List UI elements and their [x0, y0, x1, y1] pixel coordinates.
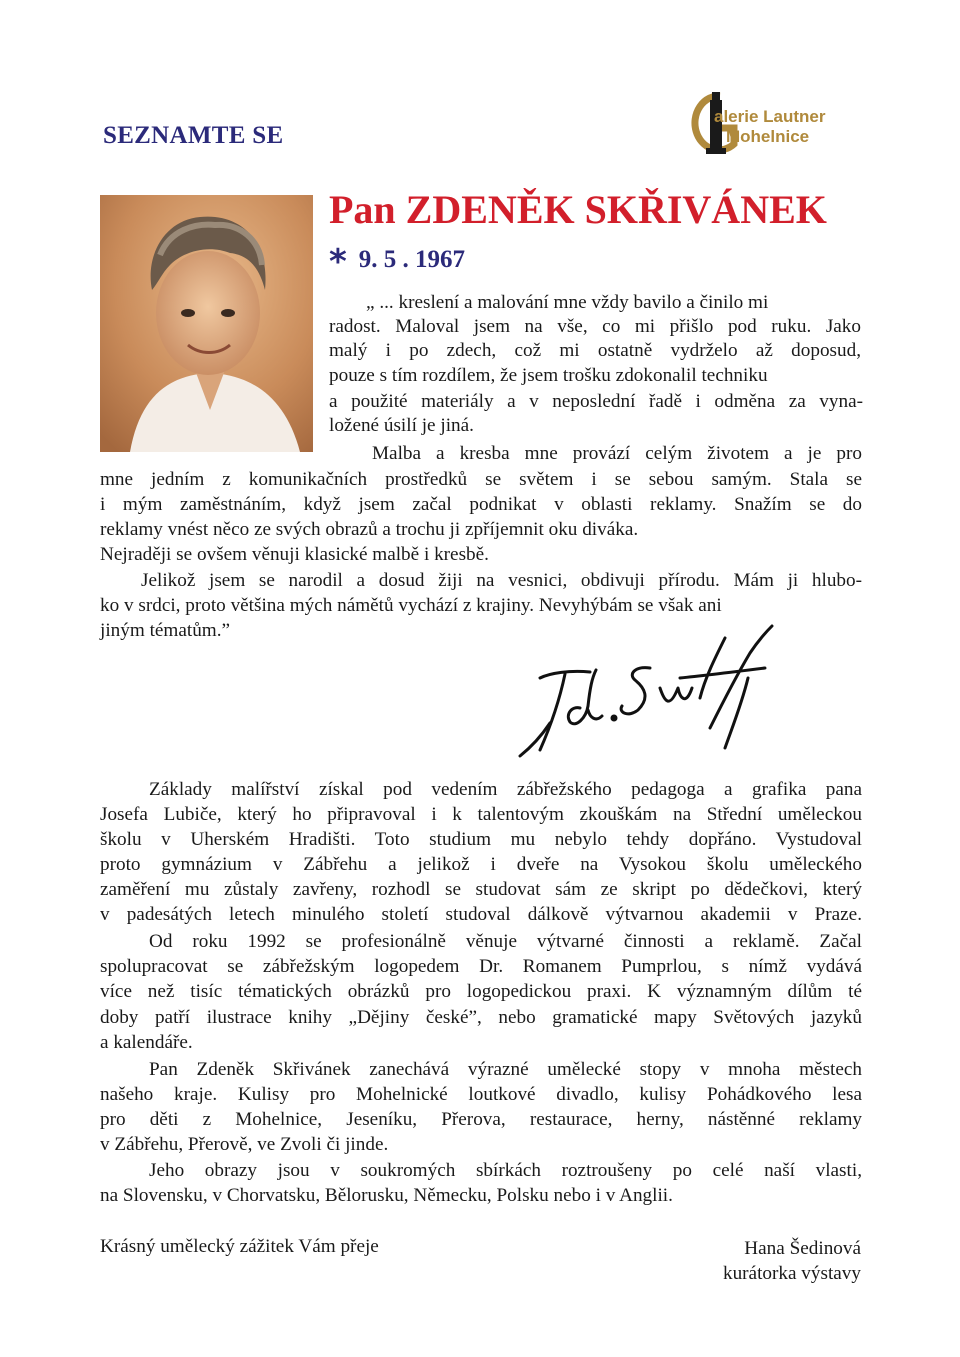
- bio-line: Josefa Lubiče, který ho připravoval i k talentovým zkouškám na Střední uměleckou: [100, 804, 862, 825]
- bio-line: více než tisíc tématických obrázků pro logopedickou praxi. K významným dílům té: [100, 981, 862, 1002]
- quote-line: pouze s tím rozdílem, že jsem trošku zdokonalil techniku: [329, 365, 768, 386]
- quote-line: i mým zaměstnáním, když jsem začal podnikat v oblasti reklamy. Snažím se do: [100, 494, 862, 515]
- quote-line: ložené úsilí je jiná.: [329, 415, 474, 436]
- quote-line: Jelikož jsem se narodil a dosud žiji na vesnici, obdivuji přírodu. Mám ji hlubo-: [141, 570, 862, 591]
- bio-line: a kalendáře.: [100, 1032, 193, 1053]
- artist-photo: [100, 195, 313, 452]
- quote-line: Nejraději se ovšem věnuji klasické malbě i kresbě.: [100, 544, 489, 565]
- bio-line: Pan Zdeněk Skřivánek zanechává výrazné umělecké stopy v mnoha městech: [149, 1059, 862, 1080]
- curator-role: kurátorka výstavy: [722, 1263, 861, 1284]
- bio-line: pro děti z Mohelnice, Jeseníku, Přerova, restaurace, herny, nástěnné reklamy: [100, 1109, 862, 1130]
- bio-line: Jeho obrazy jsou v soukromých sbírkách roztroušeny po celé naší vlasti,: [149, 1160, 862, 1181]
- logo-text-line2: Mohelnice: [726, 127, 810, 146]
- birth-date: 9. 5 . 1967: [358, 246, 466, 273]
- logo-text-line1: alerie Lautner: [714, 107, 826, 126]
- intro-heading: SEZNAMTE SE: [103, 122, 284, 149]
- artist-signature: [510, 618, 780, 768]
- bio-line: Základy malířství získal pod vedením zábřežského pedagoga a grafika pana: [149, 779, 862, 800]
- bio-line: proto gymnázium v Zábřehu a jelikož i dveře na Vysokou školu uměleckého: [100, 854, 862, 875]
- gallery-logo: [690, 88, 870, 158]
- bio-line: v padesátých letech minulého století studoval dálkově výtvarnou akademii v Praze.: [100, 904, 862, 925]
- quote-line: ko v srdci, proto většina mých námětů vychází z krajiny. Nevyhýbám se však ani: [100, 595, 722, 616]
- quote-line: a použité materiály a v neposlední řadě i odměna za vyna-: [329, 391, 863, 412]
- quote-line: jiným tématům.”: [100, 620, 231, 641]
- closing-greeting: Krásný umělecký zážitek Vám přeje: [100, 1236, 379, 1257]
- bio-line: v Zábřehu, Přerově, ve Zvoli či jinde.: [100, 1134, 389, 1155]
- quote-line: „ ... kreslení a malování mne vždy bavilo a činilo mi: [366, 292, 769, 313]
- bio-line: zaměření mu zůstaly zavřeny, rozhodl se studovat sám ze skript po dědečkovi, který: [100, 879, 862, 900]
- quote-line: mne jedním z komunikačních prostředků se světem i se sebou samým. Stala se: [100, 469, 862, 490]
- quote-line: Malba a kresba mne provází celým životem a je pro: [372, 443, 862, 464]
- bio-line: spolupracovat se zábřežským logopedem Dr. Romanem Pumprlou, s nímž vydává: [100, 956, 862, 977]
- bio-line: našeho kraje. Kulisy pro Mohelnické loutkové divadlo, kulisy Pohádkového lesa: [100, 1084, 862, 1105]
- closing-signature-block: [660, 1236, 861, 1286]
- quote-line: reklamy vnést něco ze svých obrazů a trochu ji zpříjemnit oku diváka.: [100, 519, 639, 540]
- artist-name: Pan ZDENĚK SKŘIVÁNEK: [329, 187, 827, 232]
- curator-name: Hana Šedinová: [744, 1238, 861, 1259]
- birth-star-symbol: *: [329, 242, 347, 282]
- quote-line: radost. Maloval jsem na vše, co mi přišlo pod ruku. Jako: [329, 316, 861, 337]
- bio-line: Od roku 1992 se profesionálně věnuje výtvarné činnosti a reklamě. Začal: [149, 931, 862, 952]
- quote-line: malý i po zdech, což mi ostatně vydrželo až doposud,: [329, 340, 861, 361]
- bio-line: doby patří ilustrace knihy „Dějiny české”, nebo gramatické mapy Světových jazyků: [100, 1007, 862, 1028]
- birth-date-line: [329, 236, 466, 282]
- bio-line: na Slovensku, v Chorvatsku, Bělorusku, Německu, Polsku nebo i v Anglii.: [100, 1185, 673, 1206]
- bio-line: školu v Uherském Hradišti. Toto studium mu nebylo tehdy dopřáno. Vystudoval: [100, 829, 862, 850]
